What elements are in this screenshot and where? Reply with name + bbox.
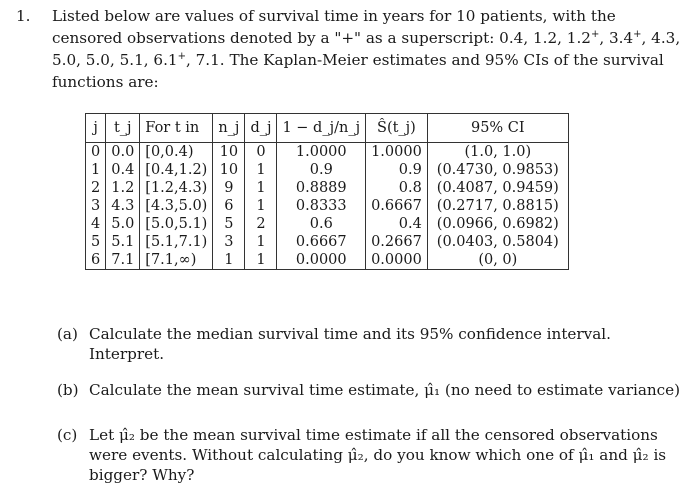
kaplan-meier-table bbox=[85, 113, 569, 270]
table-row: 6 7.1 [7.1,∞) 1 1 0.0000 0.0000 (0, 0) bbox=[86, 251, 569, 270]
header-conditional: 1 − d_j/n_j bbox=[277, 114, 366, 143]
intro-text-part-3: , 4.3, 5.0, 5.0, 5.1, 6.1 bbox=[52, 29, 681, 69]
question-c bbox=[57, 425, 687, 485]
intro-text-part-1: Listed below are values of survival time in years for 10 patients, with the censored observations denoted by a "+" as a superscript: 0.4, 1.2, 1.2 bbox=[52, 7, 616, 47]
table-row: 0 0.0 [0,0.4) 10 0 1.0000 1.0000 (1.0, 1.0) bbox=[86, 143, 569, 162]
censor-superscript: + bbox=[177, 51, 186, 62]
question-label: (a) bbox=[57, 325, 78, 343]
table-header-row bbox=[86, 114, 569, 143]
table-row: 2 1.2 [1.2,4.3) 9 1 0.8889 0.8 (0.4087, 0.9459) bbox=[86, 179, 569, 197]
intro-text-part-2: , 3.4 bbox=[599, 29, 634, 47]
header-j: j bbox=[86, 114, 106, 143]
censor-superscript: + bbox=[590, 29, 600, 40]
header-dj: d_j bbox=[245, 114, 277, 143]
table-row: 1 0.4 [0.4,1.2) 10 1 0.9 0.9 (0.4730, 0.9853) bbox=[86, 161, 569, 179]
table-row: 4 5.0 [5.0,5.1) 5 2 0.6 0.4 (0.0966, 0.6982) bbox=[86, 215, 569, 233]
header-interval: For t in bbox=[140, 114, 213, 143]
header-ci: 95% CI bbox=[427, 114, 568, 143]
question-label: (c) bbox=[57, 426, 78, 444]
table-row: 5 5.1 [5.1,7.1) 3 1 0.6667 0.2667 (0.0403, 0.5804) bbox=[86, 233, 569, 251]
question-label: (b) bbox=[57, 381, 79, 399]
header-nj: n_j bbox=[213, 114, 245, 143]
problem-statement bbox=[16, 5, 684, 93]
question-b bbox=[57, 380, 687, 400]
problem-number: 1. bbox=[16, 7, 31, 25]
question-text: Let μ̂₂ be the mean survival time estimate if all the censored observations were events. Without calculating μ̂₂, do you know which one of μ̂₁ and μ̂₂ is bigger? Why? bbox=[89, 426, 667, 484]
table-row: 3 4.3 [4.3,5.0) 6 1 0.8333 0.6667 (0.2717, 0.8815) bbox=[86, 197, 569, 215]
question-text: Calculate the mean survival time estimate, μ̂₁ (no need to estimate variance) bbox=[89, 381, 681, 399]
question-a bbox=[57, 324, 687, 364]
censor-superscript: + bbox=[633, 29, 642, 40]
question-text: Calculate the median survival time and its 95% confidence interval. Interpret. bbox=[89, 325, 611, 363]
header-tj: t_j bbox=[106, 114, 140, 143]
intro-text-part-4: , 7.1. The Kaplan-Meier estimates and 95% CIs of the survival functions are: bbox=[52, 51, 664, 91]
header-survival: Ŝ(t_j) bbox=[366, 114, 428, 143]
